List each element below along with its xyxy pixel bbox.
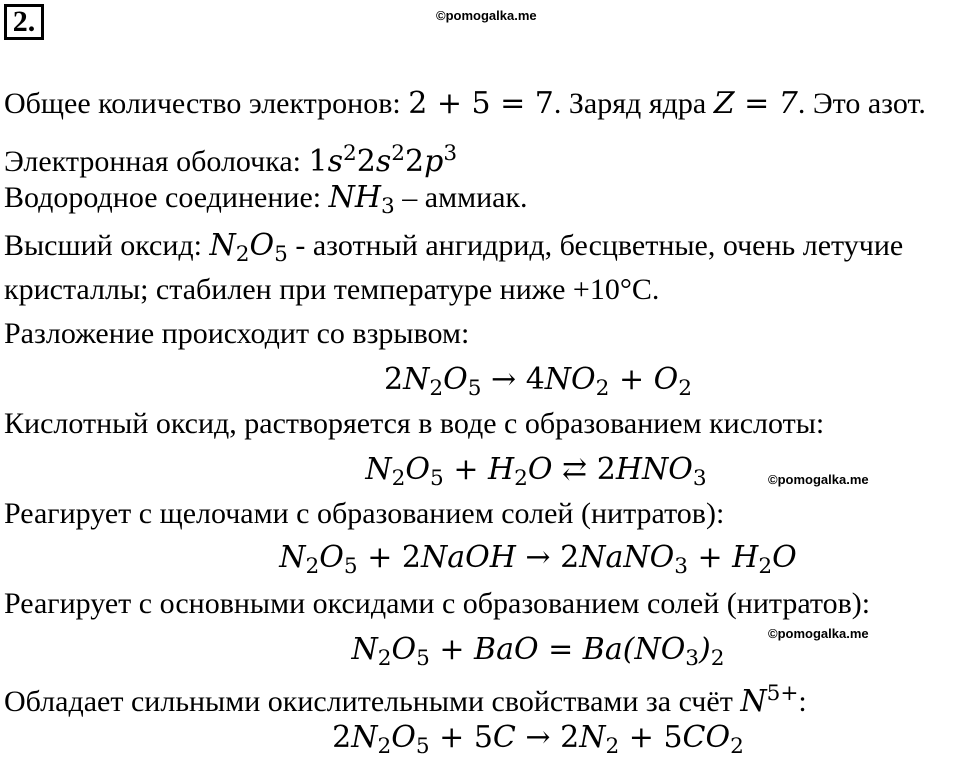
acidic-oxide-line: Кислотный оксид, растворяется в воде с образованием кислоты: (4, 407, 825, 440)
electron-count-line: Общее количество электронов: 2 + 5 = 7. Заряд ядра Z = 7. Это азот. (4, 86, 926, 121)
decomposition-equation: $2N_2O_5 \to 4NO_2 + O_2$ (384, 362, 692, 402)
water-reaction-equation: $N_2O_5 + H_2O$ ⇄ $2HNO_3$ (365, 452, 707, 492)
ammonia-formula: $NH_3$ (328, 180, 395, 220)
hydrogen-compound-line: Водородное соединение: $NH_3$ – аммиак. (4, 180, 528, 220)
decomposition-line: Разложение происходит со взрывом: (4, 317, 470, 350)
electron-shell-line: Электронная оболочка: $1s^22s^22p^3$ (4, 141, 458, 179)
basic-oxide-reaction-line: Реагирует с основными оксидами с образованием солей (нитратов): (4, 587, 871, 620)
oxidizing-line: Обладает сильными окислительными свойствами за счёт $N^{5+}$: (4, 681, 807, 719)
naoh-reaction-equation: $N_2O_5$ + 2NaOH → 2NaNO$_3$ + $H_2O$ (279, 540, 797, 580)
watermark: ©pomogalka.me (436, 8, 537, 23)
crystals-line: кристаллы; стабилен при температуре ниже +10°С. (4, 273, 660, 306)
higher-oxide-line: Высший оксид: $N_2O_5$ - азотный ангидрид, бесцветные, очень летучие (4, 228, 904, 268)
carbon-reaction-equation: $2N_2O_5 + 5C \to 2N_2 + 5CO_2$ (332, 720, 744, 760)
n5plus-ion: $N^{5+}$ (740, 681, 799, 719)
watermark: ©pomogalka.me (768, 626, 869, 641)
problem-number: 2. (4, 4, 44, 40)
watermark: ©pomogalka.me (768, 472, 869, 487)
bao-reaction-equation: $N_2O_5$ + BaO = $Ba(NO_3)_2$ (351, 632, 725, 672)
n2o5-formula: $N_2O_5$ (209, 228, 288, 268)
electron-configuration: $1s^22s^22p^3$ (308, 141, 458, 179)
alkali-reaction-line: Реагирует с щелочами с образованием солей (нитратов): (4, 497, 725, 530)
